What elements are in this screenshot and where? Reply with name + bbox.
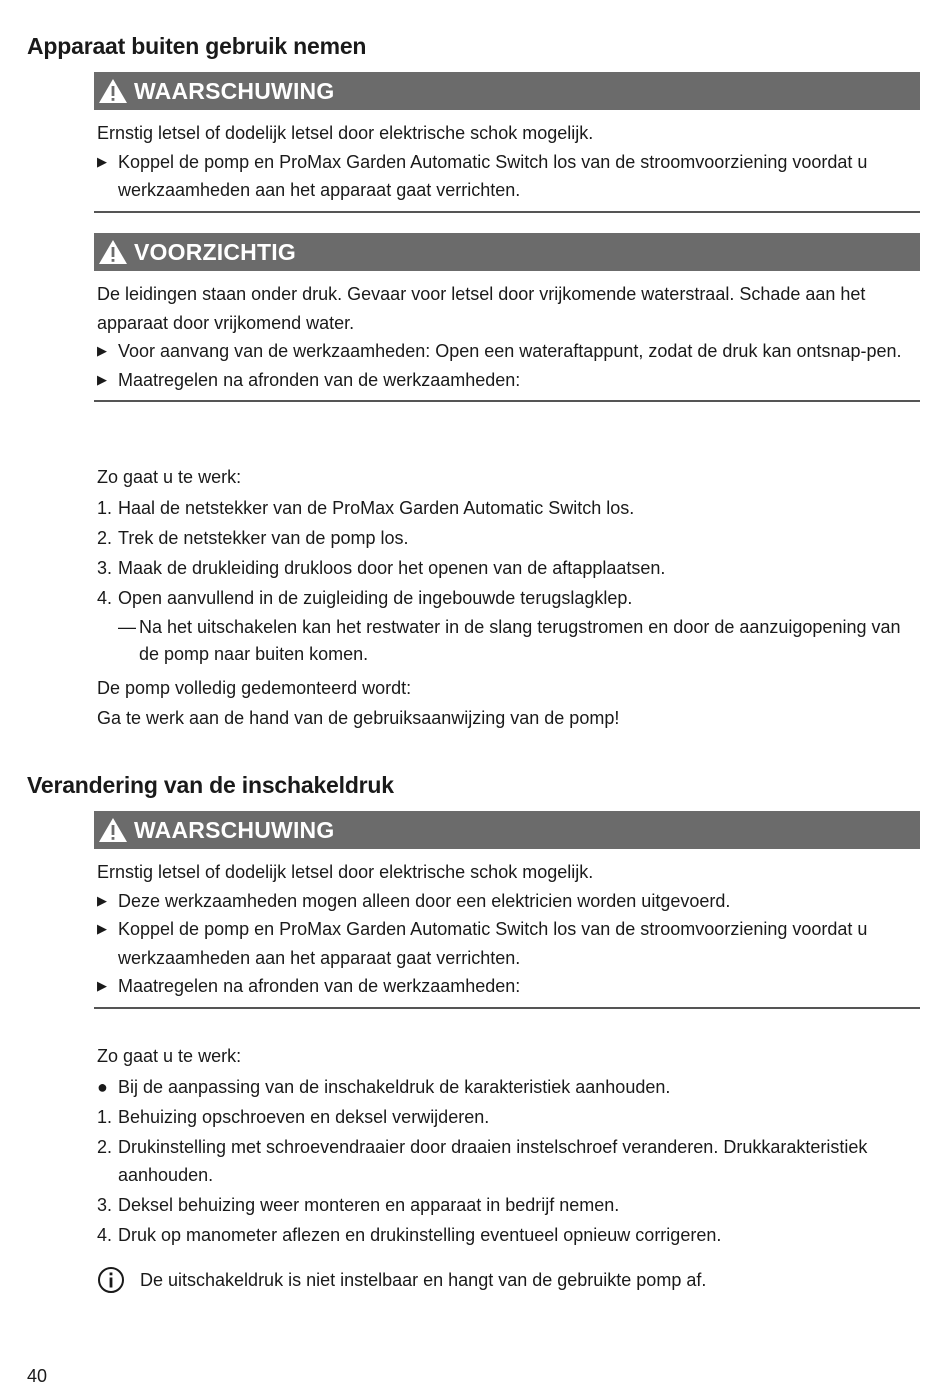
step-number: 4.: [97, 1224, 113, 1245]
step-number: 1.: [97, 1106, 113, 1127]
step-number: 3.: [97, 557, 113, 578]
step-item: [97, 1191, 920, 1219]
bullet-marker: ●: [97, 1076, 108, 1097]
warning-instruction: [97, 915, 920, 972]
warning-triangle-icon: [98, 817, 128, 843]
arrow-icon: ▶: [97, 371, 107, 387]
caution-instruction: [97, 366, 920, 395]
step-text: Behuizing opschroeven en deksel verwijderen.: [118, 1106, 490, 1127]
procedure-intro: Zo gaat u te werk:: [97, 1046, 242, 1066]
warning-label: WAARSCHUWING: [134, 77, 335, 104]
arrow-icon: ▶: [97, 343, 107, 358]
step-number: 1.: [97, 497, 113, 518]
instruction-text: Deze werkzaamheden mogen alleen door een elektricien worden uitgevoerd.: [118, 890, 731, 911]
step-text: Druk op manometer aflezen en drukinstelling eventueel opnieuw corrigeren.: [118, 1224, 722, 1245]
warning-triangle-icon: [98, 78, 128, 104]
step-text: Haal de netstekker van de ProMax Garden Automatic Switch los.: [118, 497, 635, 518]
arrow-icon: ▶: [97, 921, 107, 936]
bullet-text: Bij de aanpassing van de inschakeldruk de karakteristiek aanhouden.: [118, 1076, 671, 1097]
step-item: [97, 1221, 920, 1249]
step-text: Drukinstelling met schroevendraaier door draaien instelschroef veranderen. Drukkarakteristiek aanhouden.: [118, 1136, 868, 1185]
step-number: 2.: [97, 1136, 113, 1157]
warning-box: [94, 811, 920, 1009]
procedure-2: [97, 1042, 920, 1251]
step-number: 4.: [97, 587, 113, 608]
instruction-text: Voor aanvang van de werkzaamheden: Open een wateraftappunt, zodat de druk kan ontsnap-pen.: [118, 341, 902, 361]
page-number: 40: [27, 1366, 48, 1386]
warning-text: Ernstig letsel of dodelijk letsel door elektrische schok mogelijk.: [97, 123, 594, 143]
section-title: Verandering van de inschakeldruk: [27, 772, 394, 798]
arrow-icon: ▶: [97, 153, 107, 169]
step-item: [97, 1133, 920, 1189]
instruction-text: Koppel de pomp en ProMax Garden Automatic Switch los van de stroomvoorziening voordat u werkzaamheden aan het apparaat gaat verrichten.: [118, 919, 868, 968]
procedure-outro: Ga te werk aan de hand van de gebruiksaanwijzing van de pomp!: [97, 708, 620, 728]
instruction-text: Maatregelen na afronden van de werkzaamheden:: [118, 369, 521, 390]
caution-label: VOORZICHTIG: [134, 238, 296, 265]
warning-header: [94, 811, 920, 849]
warning-triangle-icon: [98, 239, 128, 265]
step-item: [97, 524, 920, 552]
warning-instruction: [97, 887, 920, 916]
caution-header: [94, 233, 920, 271]
info-note: [97, 1266, 706, 1294]
caution-text: De leidingen staan onder druk. Gevaar voor letsel door vrijkomende waterstraal. Schade aan het apparaat door vrijkomend water.: [97, 284, 866, 333]
caution-instruction: [97, 337, 920, 366]
instruction-text: Maatregelen na afronden van de werkzaamheden:: [118, 976, 521, 996]
step-item: [97, 1103, 920, 1131]
info-circle-icon: [97, 1266, 125, 1294]
warning-instruction: [97, 972, 920, 1001]
step-text: Deksel behuizing weer monteren en apparaat in bedrijf nemen.: [118, 1194, 620, 1215]
procedure-intro: Zo gaat u te werk:: [97, 467, 242, 487]
dash-marker: —: [118, 616, 136, 637]
warning-label: WAARSCHUWING: [134, 816, 335, 843]
bullet-item: [97, 1073, 920, 1101]
step-number: 3.: [97, 1194, 113, 1215]
warning-header: [94, 72, 920, 110]
procedure-1: [97, 463, 920, 735]
step-item: [97, 554, 920, 582]
step-text: Open aanvullend in de zuigleiding de ingebouwde terugslagklep.: [118, 587, 633, 608]
arrow-icon: ▶: [97, 892, 107, 908]
step-item: [97, 494, 920, 522]
arrow-icon: ▶: [97, 978, 107, 993]
instruction-text: Koppel de pomp en ProMax Garden Automatic Switch los van de stroomvoorziening voordat u werkzaamheden aan het apparaat gaat verrichten.: [118, 151, 868, 200]
step-text: Trek de netstekker van de pomp los.: [118, 527, 409, 548]
step-note: [97, 614, 920, 668]
warning-box: [94, 72, 920, 213]
step-item: [97, 584, 920, 612]
info-text: De uitschakeldruk is niet instelbaar en hangt van de gebruikte pomp af.: [140, 1269, 707, 1290]
section-title: Apparaat buiten gebruik nemen: [27, 33, 367, 59]
step-number: 2.: [97, 527, 113, 548]
warning-text: Ernstig letsel of dodelijk letsel door elektrische schok mogelijk.: [97, 862, 594, 882]
caution-box: [94, 233, 920, 402]
procedure-outro: De pomp volledig gedemonteerd wordt:: [97, 677, 412, 698]
step-text: Maak de drukleiding drukloos door het openen van de aftapplaatsen.: [118, 557, 666, 578]
warning-instruction: [97, 148, 920, 205]
note-text: Na het uitschakelen kan het restwater in de slang terugstromen en door de aanzuigopening van de pomp naar buiten komen.: [139, 616, 901, 664]
